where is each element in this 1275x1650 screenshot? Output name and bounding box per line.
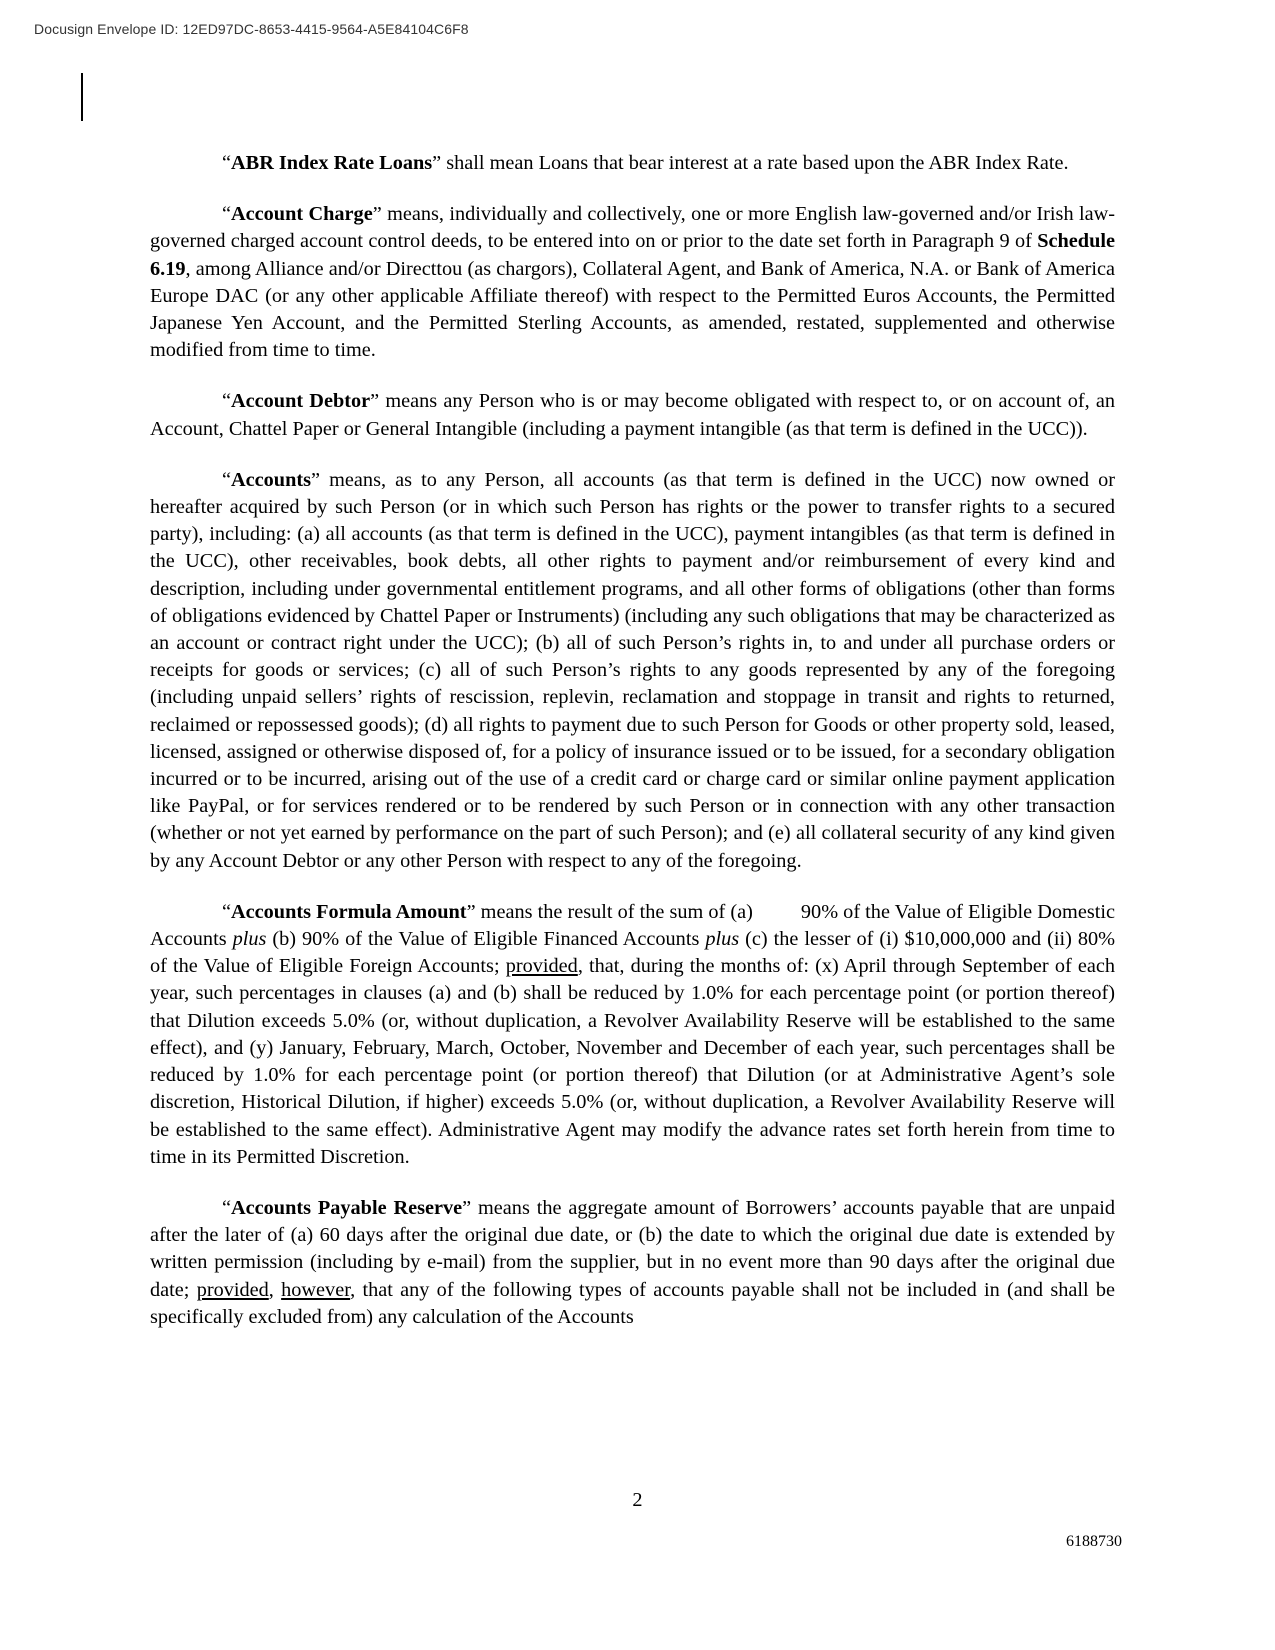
open-quote: “ [222, 900, 232, 923]
definition-text: (b) 90% of the Value of Eligible Financed Accounts [266, 928, 706, 951]
definition-accounts-formula-amount [150, 899, 1115, 1171]
definition-text: , among Alliance and/or Directtou (as chargors), Collateral Agent, and Bank of America, N.A. or Bank of America Europe DAC (or any other applicable Affiliate thereof) with respect to the Permitted Euros Accounts, the Permitted Japanese Yen Account, and the Permitted Sterling Accounts, as amended, restated, supplemented and otherwise modified from time to time. [150, 257, 1115, 362]
definition-text: shall mean Loans that bear interest at a rate based upon the ABR Index Rate. [441, 152, 1069, 174]
definition-text: means the result of the sum of (a) [475, 900, 753, 923]
defined-term: Account Debtor [231, 390, 371, 413]
close-quote: ” [462, 1196, 472, 1219]
plus-emphasis: plus [232, 928, 267, 951]
definition-account-charge [150, 201, 1115, 364]
close-quote: ” [311, 468, 321, 491]
open-quote: “ [222, 468, 232, 491]
page-number: 2 [632, 1489, 643, 1511]
definition-accounts-payable-reserve [150, 1195, 1115, 1331]
close-quote: ” [372, 203, 382, 226]
docusign-envelope-id: Docusign Envelope ID: 12ED97DC-8653-4415-9564-A5E84104C6F8 [34, 21, 469, 37]
defined-term: Accounts Formula Amount [231, 900, 467, 923]
open-quote: “ [222, 152, 232, 174]
close-quote: ” [370, 390, 380, 413]
definition-abr-index-rate-loans [150, 150, 1115, 177]
document-body [150, 150, 1115, 1355]
definition-account-debtor [150, 388, 1115, 442]
open-quote: “ [222, 1196, 232, 1219]
defined-term: ABR Index Rate Loans [231, 152, 433, 174]
revision-change-bar [81, 73, 83, 121]
defined-term: Account Charge [231, 203, 373, 226]
document-id: 6188730 [1066, 1533, 1122, 1550]
schedule-reference: Schedule 6.19 [150, 230, 1115, 280]
however-underline: however [281, 1278, 351, 1301]
plus-emphasis: plus [705, 928, 740, 951]
definition-text: 90% of the Value of Eligible Domestic Accounts [150, 900, 1115, 951]
defined-term: Accounts Payable Reserve [231, 1196, 463, 1219]
open-quote: “ [222, 203, 232, 226]
definition-text: means any Person who is or may become obligated with respect to, or on account of, an Account, Chattel Paper or General Intangible (including a payment intangible (as that term is defined in the UCC)). [150, 390, 1115, 440]
provided-underline: provided [196, 1278, 269, 1301]
definition-text: (c) the lesser of (i) $10,000,000 and (ii) 80% of the Value of Eligible Foreign Accounts; [150, 928, 1116, 978]
defined-term: Accounts [231, 468, 312, 491]
close-quote: ” [432, 152, 442, 174]
open-quote: “ [222, 390, 232, 413]
definition-accounts [150, 467, 1115, 875]
definition-text: means the aggregate amount of Borrowers’ accounts payable that are unpaid after the later of (a) 60 days after the original due date, or (b) the date to which the original due date is extended by written permission (including by e-mail) from the supplier, but in no event more than 90 days after the original due date; [150, 1196, 1115, 1301]
definition-text: , that any of the following types of accounts payable shall not be included in (and shall be specifically excluded from) any calculation of the Accounts [150, 1278, 1116, 1328]
definition-text: means, as to any Person, all accounts (as that term is defined in the UCC) now owned or hereafter acquired by such Person (or in which such Person has rights or the power to transfer rights to a secured party), including: (a) all accounts (as that term is defined in the UCC), payment intangibles (as that term is defined in the UCC), other receivables, book debts, all other rights to payment and/or reimbursement of every kind and description, including under governmental entitlement programs, and all other forms of obligations (other than forms of obligations evidenced by Chattel Paper or Instruments) (including any such obligations that may be characterized as an account or contract right under the UCC); (b) all of such Person’s rights in, to and under all purchase orders or receipts for goods or services; (c) all of such Person’s rights to any goods represented by any of the foregoing (including unpaid sellers’ rights of rescission, replevin, reclamation and stoppage in transit and rights to returned, reclaimed or repossessed goods); (d) all rights to payment due to such Person for Goods or other property sold, leased, licensed, assigned or otherwise disposed of, for a policy of insurance issued or to be issued, for a secondary obligation incurred or to be incurred, arising out of the use of a credit card or charge card or similar online payment application like PayPal, or for services rendered or to be rendered by such Person or in connection with any other transaction (whether or not yet earned by performance on the part of such Person); and (e) all collateral security of any kind given by any Account Debtor or any other Person with respect to any of the foregoing. [150, 468, 1115, 872]
definition-text: , that, during the months of: (x) April through September of each year, such percentages in clauses (a) and (b) shall be reduced by 1.0% for each percentage point (or portion thereof) that Dilution exceeds 5.0% (or, without duplication, a Revolver Availability Reserve will be established to the same effect), and (y) January, February, March, October, November and December of each year, such percentages shall be reduced by 1.0% for each percentage point (or portion thereof) that Dilution (or at Administrative Agent’s sole discretion, Historical Dilution, if higher) exceeds 5.0% (or, without duplication, a Revolver Availability Reserve will be established to the same effect). Administrative Agent may modify the advance rates set forth herein from time to time in its Permitted Discretion. [150, 955, 1115, 1168]
separator: , [268, 1278, 282, 1301]
definition-text: means, individually and collectively, one or more English law-governed and/or Irish law-governed charged account control deeds, to be entered into on or prior to the date set forth in Paragraph 9 of [150, 203, 1115, 253]
provided-underline: provided [505, 955, 578, 978]
close-quote: ” [466, 900, 476, 923]
